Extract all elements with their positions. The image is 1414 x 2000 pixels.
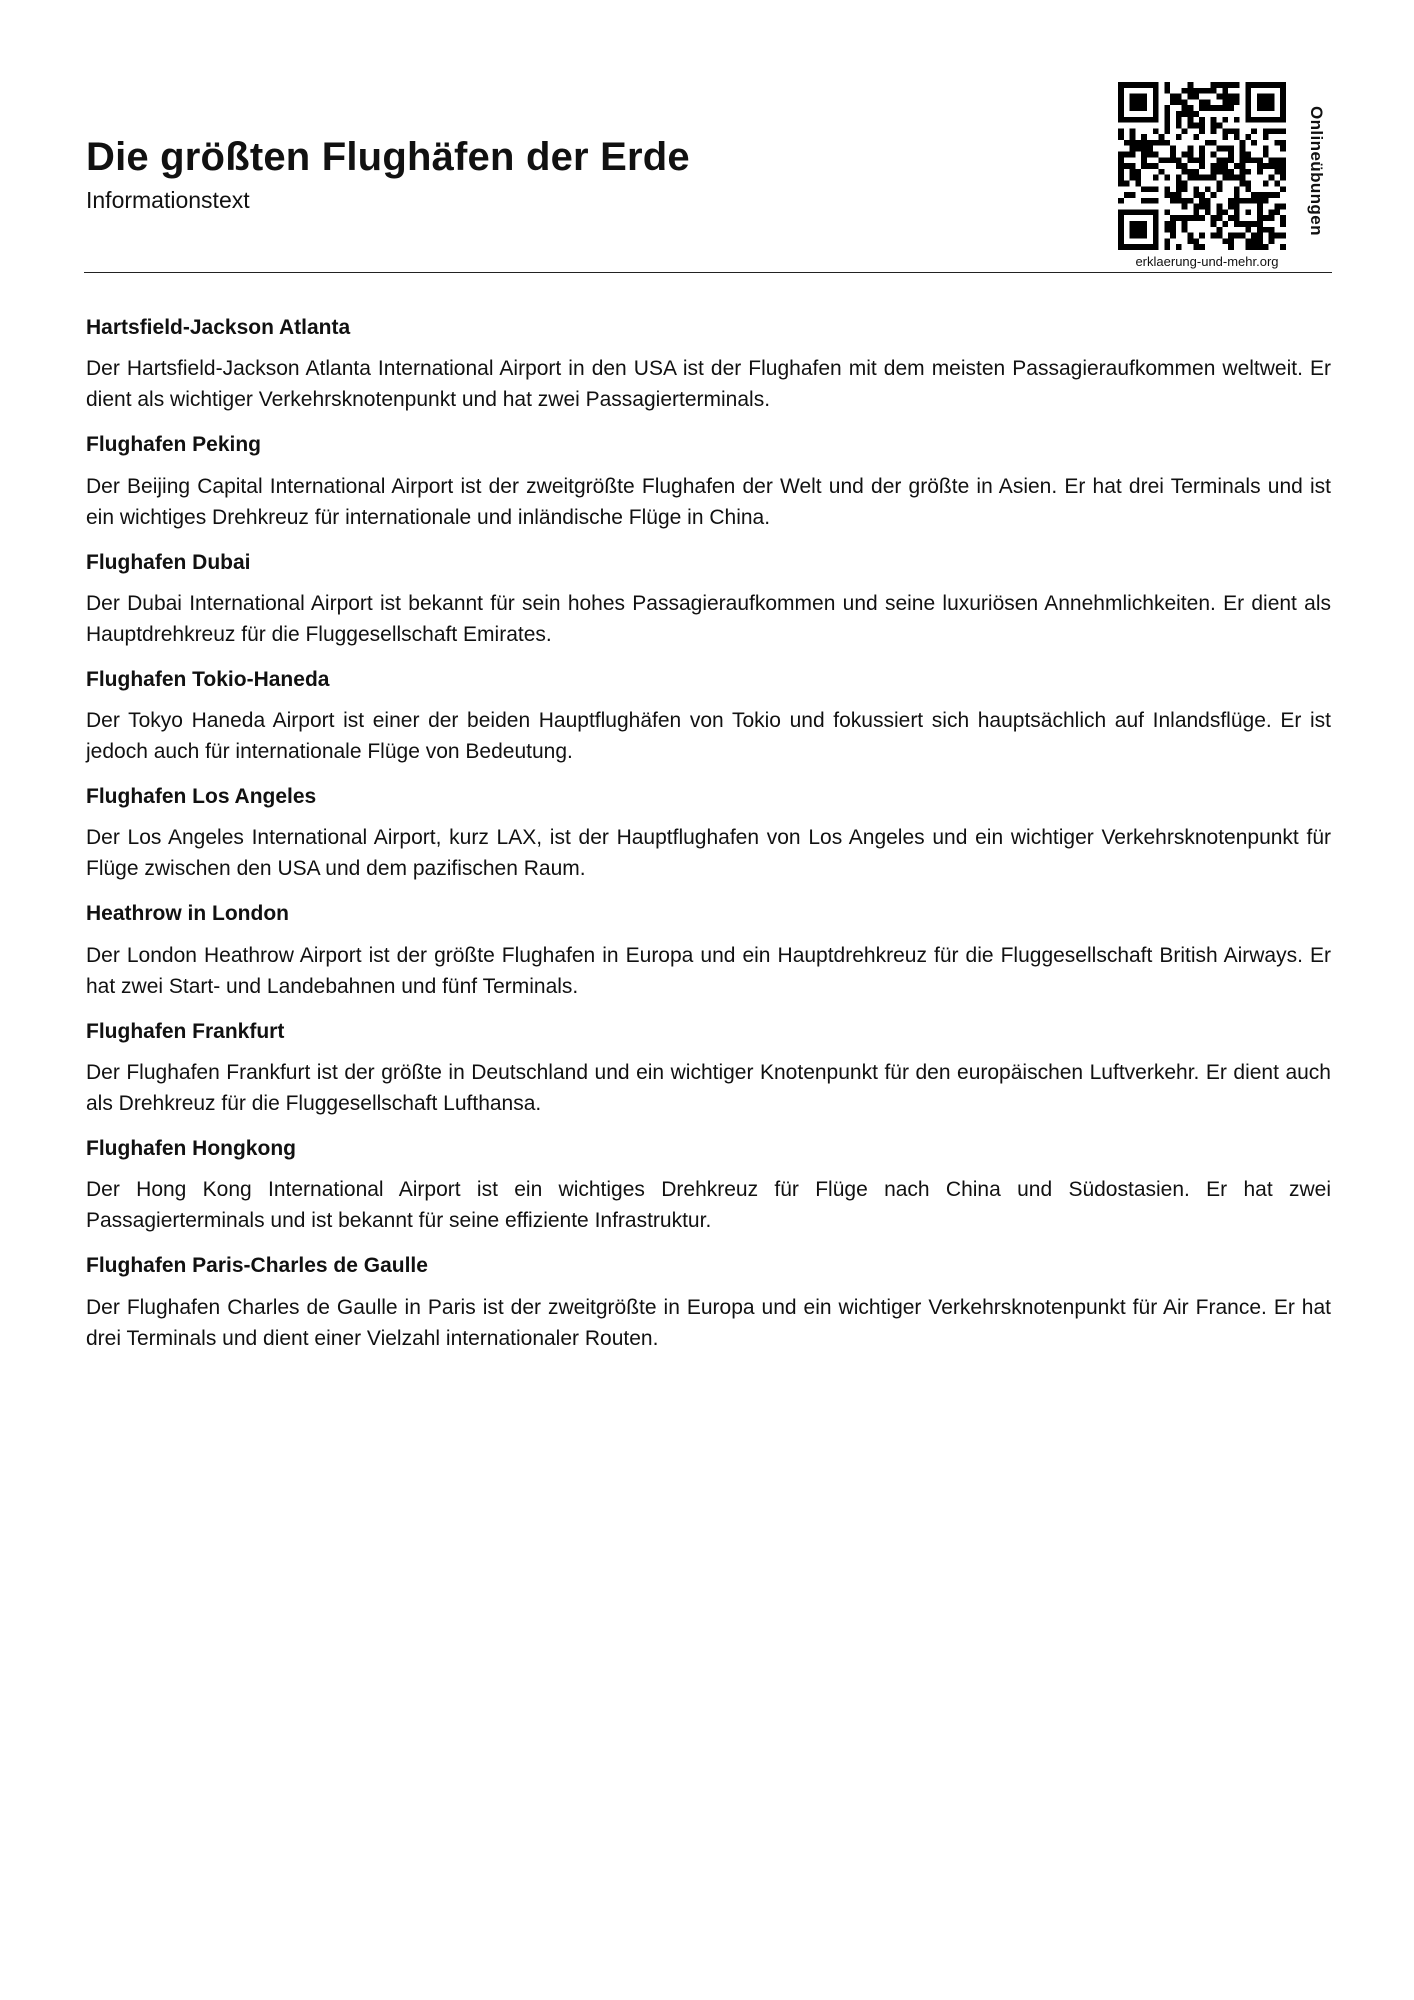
airport-section [86,1018,1331,1119]
airport-section [86,900,1331,1001]
section-text: Der Tokyo Haneda Airport ist einer der beiden Hauptflughäfen von Tokio und fokussiert sich hauptsächlich auf Inlandsflüge. Er ist jedoch auch für internationale Flüge von Bedeutung. [86,709,1331,764]
qr-code-icon[interactable] [1118,82,1286,250]
section-heading: Hartsfield-Jackson Atlanta [86,316,351,339]
section-text: Der Hartsfield-Jackson Atlanta International Airport in den USA ist der Flughafen mit dem meisten Passagieraufkommen weltweit. Er dient als wichtiger Verkehrsknotenpunkt und hat zwei Passagierterminals. [86,357,1331,412]
airport-section [86,783,1331,884]
section-heading: Heathrow in London [86,902,289,926]
section-heading: Flughafen Dubai [86,550,251,574]
header-divider [84,272,1332,273]
qr-code-block[interactable] [1118,82,1333,274]
section-heading: Flughafen Peking [86,433,262,457]
website-caption: erklaerung-und-mehr.org [1135,254,1279,269]
document-title: Die größten Flughäfen der Erde [86,135,690,179]
section-text: Der Flughafen Frankfurt ist der größte in Deutschland und ein wichtiger Knotenpunkt für den europäischen Luftverkehr. Er dient auch als Drehkreuz für die Fluggesellschaft Lufthansa. [86,1061,1331,1116]
section-text: Der Los Angeles International Airport, kurz LAX, ist der Hauptflughafen von Los Angeles und ein wichtiger Verkehrsknotenpunkt für Flüge zwischen den USA und dem pazifischen Raum. [86,826,1331,881]
airport-section [86,1252,1331,1353]
airport-section [86,314,1331,415]
airport-section [86,1135,1331,1236]
section-text: Der London Heathrow Airport ist der größte Flughafen in Europa und ein Hauptdrehkreuz für die Fluggesellschaft British Airways. Er hat zwei Start- und Landebahnen und fünf Terminals. [86,943,1331,998]
section-heading: Flughafen Paris-Charles de Gaulle [86,1254,428,1278]
section-text: Der Dubai International Airport ist bekannt für sein hohes Passagieraufkommen und seine luxuriösen Annehmlichkeiten. Er dient als Hauptdrehkreuz für die Fluggesellschaft Emirates. [86,591,1331,646]
document-subtitle: Informationstext [86,187,250,213]
section-heading: Flughafen Hongkong [86,1137,296,1161]
section-heading: Flughafen Frankfurt [86,1019,285,1043]
section-text: Der Flughafen Charles de Gaulle in Paris ist der zweitgrößte in Europa und ein wichtiger Verkehrsknotenpunkt für Air France. Er hat drei Terminals und dient einer Vielzahl internationaler Routen. [86,1295,1331,1350]
airport-section [86,549,1331,650]
section-heading: Flughafen Tokio-Haneda [86,667,330,691]
airport-section [86,431,1331,532]
section-text: Der Beijing Capital International Airport ist der zweitgrößte Flughafen der Welt und der größte in Asien. Er hat drei Terminals und ist ein wichtiges Drehkreuz für internationale und inländische Flüge in China. [86,474,1331,529]
online-exercises-label: Onlineübungen [1307,106,1326,236]
airport-section [86,666,1331,767]
section-text: Der Hong Kong International Airport ist ein wichtiges Drehkreuz für Flüge nach China und Südostasien. Er hat zwei Passagierterminals und ist bekannt für seine effiziente Infrastruktur. [86,1178,1331,1233]
document-header [86,135,986,214]
section-heading: Flughafen Los Angeles [86,785,317,809]
airport-sections [86,314,1331,1370]
